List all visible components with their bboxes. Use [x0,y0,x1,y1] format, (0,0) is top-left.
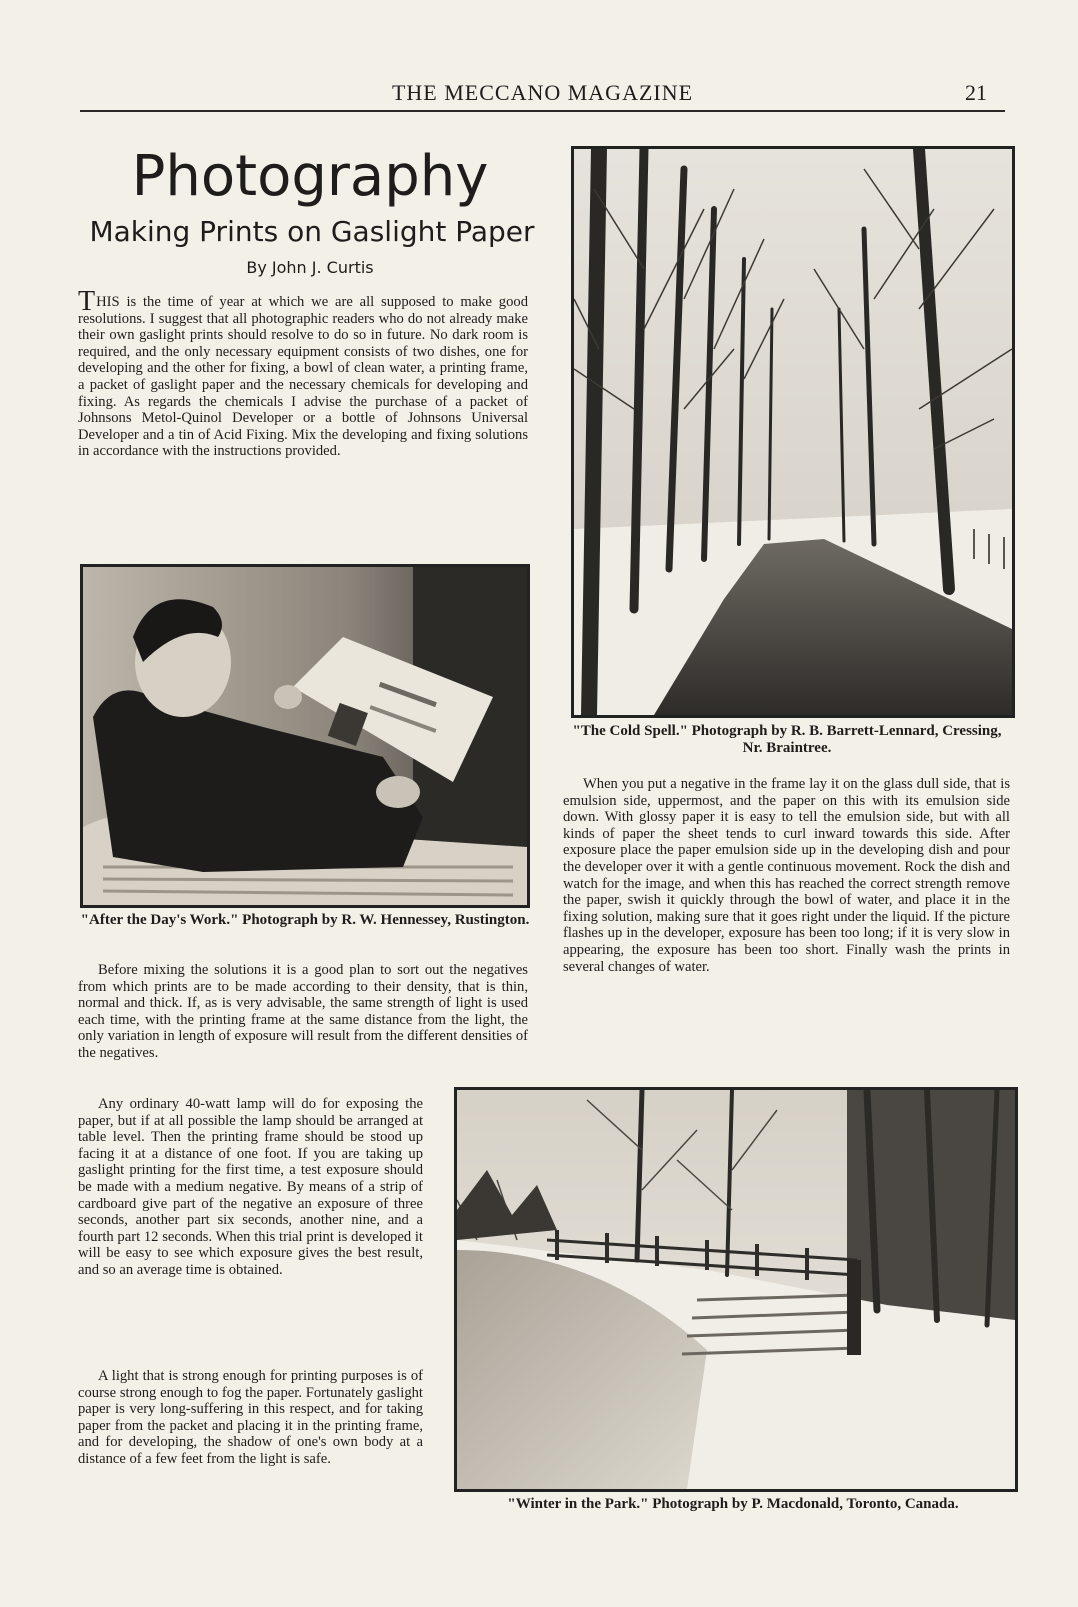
paragraph-2: Before mixing the solutions it is a good plan to sort out the negatives from which prints are to be made according to their density, that is thin, normal and thick. If, as is very advisable, the same strength of light is used each time, with the printing frame at the same distance from the light, the only variation in length of exposure will result from the different densities of the negatives. [78,962,528,1061]
running-head [80,80,1005,112]
photo-winter-park [454,1087,1018,1492]
photo-winter-park-image [457,1090,1015,1489]
paragraph-5: When you put a negative in the frame lay it on the glass dull side, that is emulsion side, uppermost, and the paper on this with its emulsion side down. With glossy paper it is easy to tell the emulsion side, but with all kinds of paper the sheet tends to curl inward towards this side. After exposure place the paper emulsion side up in the developing dish and pour the developer over it with a gentle continuous movement. Rock the dish and watch for the image, and when this has reached the correct strength remove the paper, swish it quickly through the bowl of water, and place it in the fixing solution, making sure that it goes right under the liquid. If the picture flashes up in the developer, exposure has been too long; if it is very slow in appearing, the exposure has been too short. Finally wash the prints in several changes of water. [563,776,1010,975]
paragraph-4: A light that is strong enough for printing purposes is of course strong enough to fog the paper. Fortunately gaslight paper is very long-suffering in this respect, and for taking paper from the packet and placing it in the printing frame, and for developing, the shadow of one's own body at a distance of a few feet from the light is safe. [78,1368,423,1467]
magazine-name: THE MECCANO MAGAZINE [391,80,694,105]
photo-man-reading-image [83,567,527,905]
photo-cold-spell [571,146,1015,718]
paragraph-3: Any ordinary 40-watt lamp will do for exposing the paper, but if at all possible the lamp should be arranged at table level. Then the printing frame should be stood up facing it at a distance of one foot. If you are taking up gaslight printing for the first time, a test exposure should be made with a medium negative. By means of a strip of cardboard give part of the negative an exposure of three seconds, another part six seconds, another nine, and a fourth part 12 seconds. When this trial print is developed it will be easy to see which exposure gives the best result, and so an average time is obtained. [78,1096,423,1278]
article-subtitle: Making Prints on Gaslight Paper [89,215,535,248]
drop-cap: T [78,286,96,317]
caption-cold-spell: "The Cold Spell." Photograph by R. B. Barrett-Lennard, Cressing, Nr. Braintree. [572,723,1002,756]
caption-man-reading: "After the Day's Work." Photograph by R. W. Hennessey, Rustington. [80,912,530,928]
paragraph-intro [78,286,528,460]
article-title: Photography [131,144,489,209]
page-number: 21 [965,80,987,105]
paragraph-intro-text: HIS is the time of year at which we are all supposed to make good resolutions. I suggest that all photographic readers who do not already make their own gaslight prints should resolve to do so in future. No dark room is required, and the only necessary equipment consists of two dishes, one for developing and the other for fixing, a bowl of clean water, a printing frame, a packet of gaslight paper and the necessary chemicals for developing and fixing. As regards the chemicals I advise the purchase of a packet of Johnsons Metol-Quinol Developer or a bottle of Johnsons Universal Developer and a tin of Acid Fixing. Mix the developing and fixing solutions in accordance with the instructions provided. [78,294,528,460]
article-byline: By John J. Curtis [246,258,374,277]
photo-cold-spell-image [574,149,1012,715]
caption-winter-park: "Winter in the Park." Photograph by P. Macdonald, Toronto, Canada. [507,1496,959,1512]
photo-man-reading [80,564,530,908]
